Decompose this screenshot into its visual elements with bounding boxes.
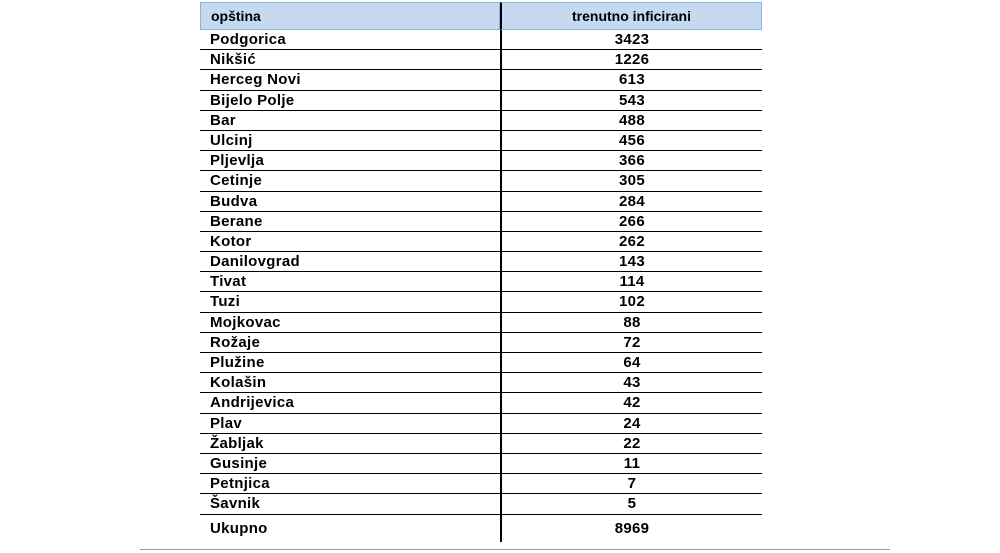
table-row [200,414,762,434]
infected-count: 102 [500,292,762,311]
municipality-name: Cetinje [210,172,263,190]
infected-count: 543 [500,91,762,110]
infected-count: 7 [500,474,762,493]
municipality-name: Andrijevica [210,394,295,412]
municipality-name: Berane [210,212,263,230]
municipality-name: Herceg Novi [210,71,301,89]
table-row [200,313,762,333]
table-row [200,494,762,514]
table-row [200,30,762,50]
table-header [200,2,762,30]
municipality-name: Gusinje [210,454,268,472]
municipality-name: Bijelo Polje [210,91,295,109]
infected-count: 24 [500,414,762,433]
infected-count: 488 [500,111,762,130]
infected-count: 305 [500,171,762,190]
municipality-name: Bar [210,111,236,129]
table-row [200,292,762,312]
table-row [200,272,762,292]
infected-count: 3423 [500,30,762,49]
infected-count: 43 [500,373,762,392]
infected-count: 22 [500,434,762,453]
municipality-name: Budva [210,192,258,210]
table-row [200,454,762,474]
table-row [200,91,762,111]
table-row [200,474,762,494]
municipality-name: Tuzi [210,293,241,311]
table-row [200,131,762,151]
infected-count: 143 [500,252,762,271]
total-row [200,515,762,542]
infected-count: 366 [500,151,762,170]
municipality-name: Plužine [210,354,265,371]
bottom-divider [140,549,890,550]
table-row [200,50,762,70]
municipality-name: Nikšić [210,51,256,69]
infected-count: 88 [500,313,762,332]
infected-count: 284 [500,192,762,211]
infected-count: 11 [500,454,762,473]
total-value: 8969 [500,515,762,542]
infected-count: 456 [500,131,762,150]
table-row [200,212,762,232]
infected-count: 72 [500,333,762,352]
table-row [200,151,762,171]
municipality-name: Šavnik [210,495,261,513]
infected-count: 262 [500,232,762,251]
municipality-name: Kotor [210,232,252,250]
infected-count: 613 [500,70,762,89]
municipality-name: Danilovgrad [210,253,300,271]
municipality-name: Kolašin [210,374,267,392]
table-row [200,171,762,191]
table-row [200,252,762,272]
infected-count: 64 [500,353,762,372]
table-row [200,373,762,393]
header-infected: trenutno inficirani [500,2,762,30]
header-municipality: opština [200,2,500,30]
municipality-name: Petnjica [210,475,270,493]
infected-count: 42 [500,393,762,412]
municipality-name: Plav [210,414,243,432]
table-row [200,434,762,454]
municipality-name: Pljevlja [210,152,265,170]
table-row [200,111,762,131]
municipality-name: Ulcinj [210,131,253,149]
table-row [200,393,762,413]
infected-count: 266 [500,212,762,231]
infections-table [200,2,762,542]
table-body [200,30,762,515]
total-label: Ukupno [210,519,268,537]
table-row [200,232,762,252]
table-row [200,192,762,212]
municipality-name: Podgorica [210,31,287,48]
municipality-name: Mojkovac [210,313,281,331]
municipality-name: Žabljak [210,434,264,452]
infected-count: 5 [500,494,762,513]
municipality-name: Tivat [210,273,247,291]
infected-count: 1226 [500,50,762,69]
table-row [200,333,762,353]
infected-count: 114 [500,272,762,291]
table-row [200,70,762,90]
table-row [200,353,762,373]
municipality-name: Rožaje [210,333,261,351]
